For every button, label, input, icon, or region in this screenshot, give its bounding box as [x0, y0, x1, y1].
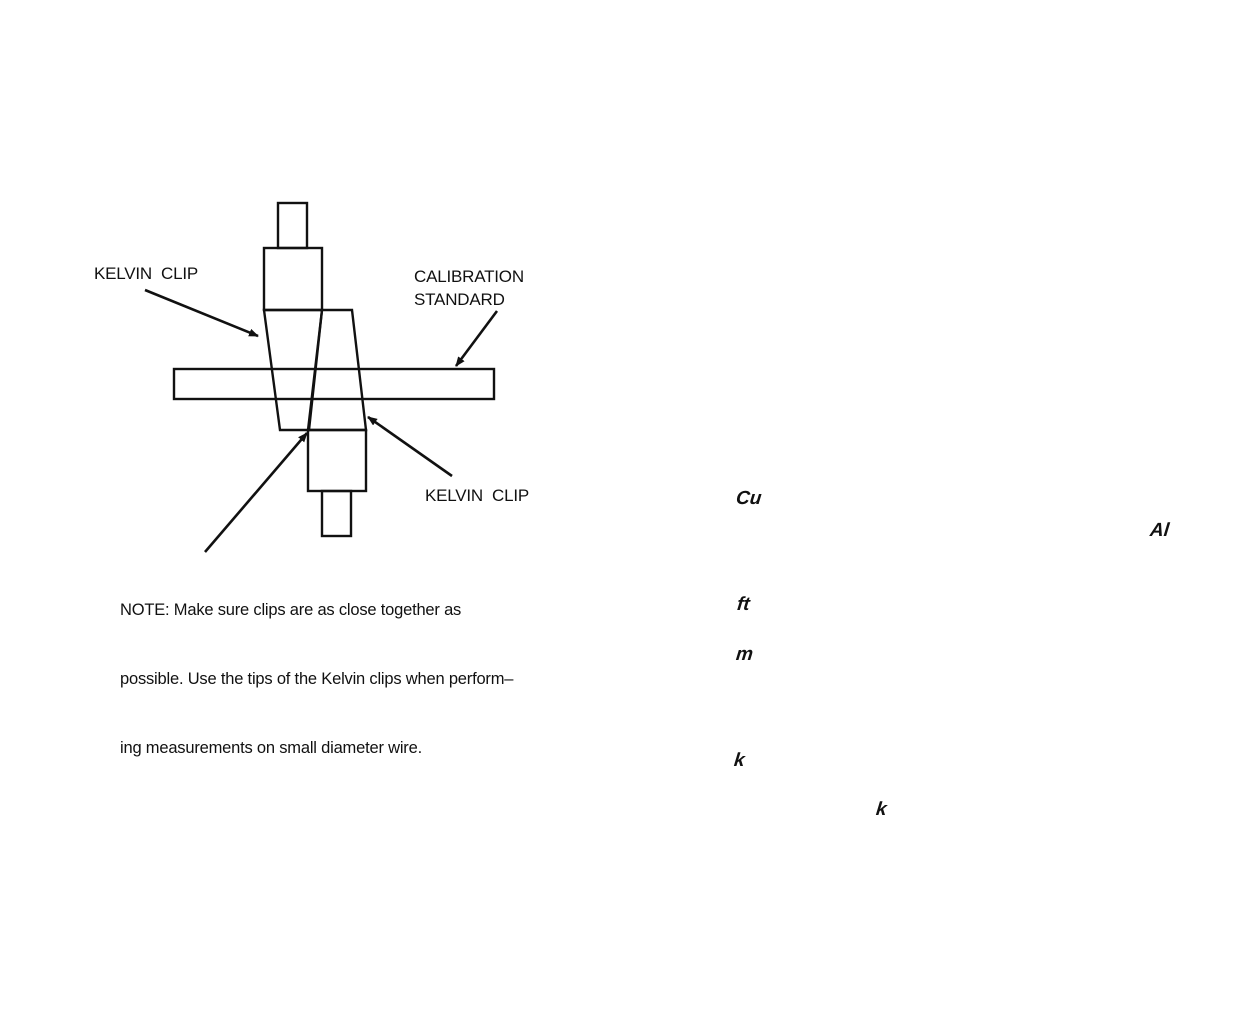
symbol-ft: ft: [735, 594, 751, 615]
note-line-1: NOTE: Make sure clips are as close together as: [120, 601, 462, 619]
arrow-kelvin-clip-top: [145, 290, 258, 336]
label-kelvin-clip-bottom: KELVIN CLIP: [425, 486, 530, 505]
label-calibration-line1: CALIBRATION: [414, 267, 524, 286]
symbol-cu: Cu: [734, 488, 763, 509]
symbol-m: m: [734, 644, 755, 665]
note-line-2: possible. Use the tips of the Kelvin clips when perform–: [120, 670, 514, 688]
symbol-k-2: k: [874, 799, 888, 820]
arrow-note: [205, 433, 307, 552]
note-text: [120, 553, 513, 783]
note-line-3: ing measurements on small diameter wire.: [120, 739, 422, 757]
calibration-standard-bar: [174, 369, 494, 399]
label-calibration-line2: STANDARD: [414, 290, 505, 309]
arrow-calibration-standard: [456, 311, 497, 366]
lower-clip-body: [308, 430, 366, 491]
symbol-k-1: k: [732, 750, 746, 771]
arrow-kelvin-clip-bottom: [368, 417, 452, 476]
symbol-al: Al: [1148, 520, 1171, 541]
label-kelvin-clip-top: KELVIN CLIP: [94, 264, 199, 283]
lower-clip-tip: [322, 491, 351, 536]
upper-clip-body: [264, 248, 322, 310]
upper-clip-tip: [278, 203, 307, 248]
